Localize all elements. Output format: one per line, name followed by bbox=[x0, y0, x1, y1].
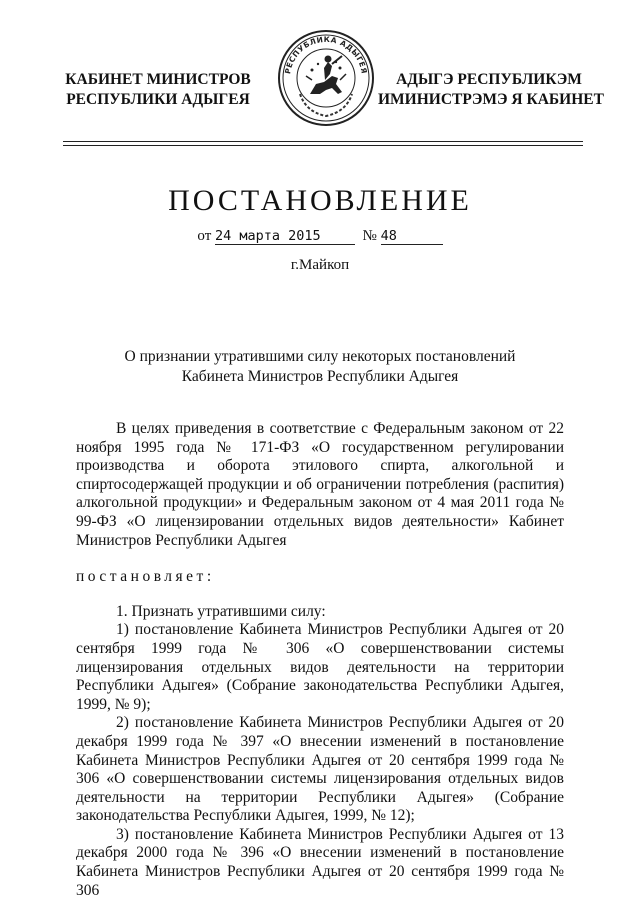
coat-of-arms-icon bbox=[276, 28, 376, 128]
header-right-line2: ИМИНИСТРЭМЭ Я КАБИНЕТ bbox=[378, 91, 604, 108]
document-body bbox=[76, 420, 564, 900]
date-number-line bbox=[0, 228, 640, 245]
emblem-ring-text: РЕСПУБЛИКА АДЫГЕЯ bbox=[283, 34, 369, 75]
preamble-paragraph: В целях приведения в соответствие с Федеральным законом от 22 ноября 1995 года № 171-ФЗ «О государственном регулировании производства и оборота этилового спирта, алкогольной и спиртосодержащей продукции и об ограничении потребления (распития) алкогольной продукции» и Федеральным законом от 4 мая 2011 года № 99-ФЗ «О лицензировании отдельных видов деятельности» Кабинет Министров Республики Адыгея bbox=[76, 420, 564, 549]
decree-word: постановляет: bbox=[76, 568, 215, 586]
header-left-line1: КАБИНЕТ МИНИСТРОВ bbox=[65, 71, 251, 88]
number-prefix: № bbox=[362, 228, 377, 244]
header-rule-bottom bbox=[63, 145, 583, 146]
subitem-3: 3) постановление Кабинета Министров Республики Адыгея от 13 декабря 2000 года № 396 «О внесении изменений в постановление Кабинета Министров Республики Адыгея от 20 сентября 1999 года № 306 bbox=[76, 825, 564, 899]
city: г.Майкоп bbox=[290, 257, 350, 273]
document-subject bbox=[0, 347, 640, 387]
subject-line1: О признании утратившими силу некоторых постановлений bbox=[124, 348, 516, 365]
header-right bbox=[378, 70, 604, 110]
header-left-line2: РЕСПУБЛИКИ АДЫГЕЯ bbox=[66, 91, 250, 108]
document-title: ПОСТАНОВЛЕНИЕ bbox=[168, 184, 472, 217]
subitem-2: 2) постановление Кабинета Министров Республики Адыгея от 20 декабря 1999 года № 397 «О внесении изменений в постановление Кабинета Министров Республики Адыгея от 20 сентября 1999 года № 306 «О совершенствовании системы лицензирования отдельных видов деятельности на территории Республики Адыгея» (Собрание законодательства Республики Адыгея, 1999, № 12); bbox=[76, 714, 564, 825]
subject-line2: Кабинета Министров Республики Адыгея bbox=[181, 368, 459, 385]
item-1: 1. Признать утратившими силу: bbox=[116, 602, 326, 620]
header-left bbox=[58, 70, 258, 110]
date-value: 24 марта 2015 bbox=[215, 228, 355, 245]
header-rule-top bbox=[63, 141, 583, 142]
subitem-1: 1) постановление Кабинета Министров Республики Адыгея от 20 сентября 1999 года № 306 «О совершенствовании системы лицензирования отдельных видов деятельности на территории Республики Адыгея» (Собрание законодательства Республики Адыгея, 1999, № 9); bbox=[76, 621, 564, 713]
header-right-line1: АДЫГЭ РЕСПУБЛИКЭМ bbox=[396, 71, 582, 88]
number-value: 48 bbox=[381, 228, 443, 245]
date-prefix: от bbox=[197, 228, 212, 244]
